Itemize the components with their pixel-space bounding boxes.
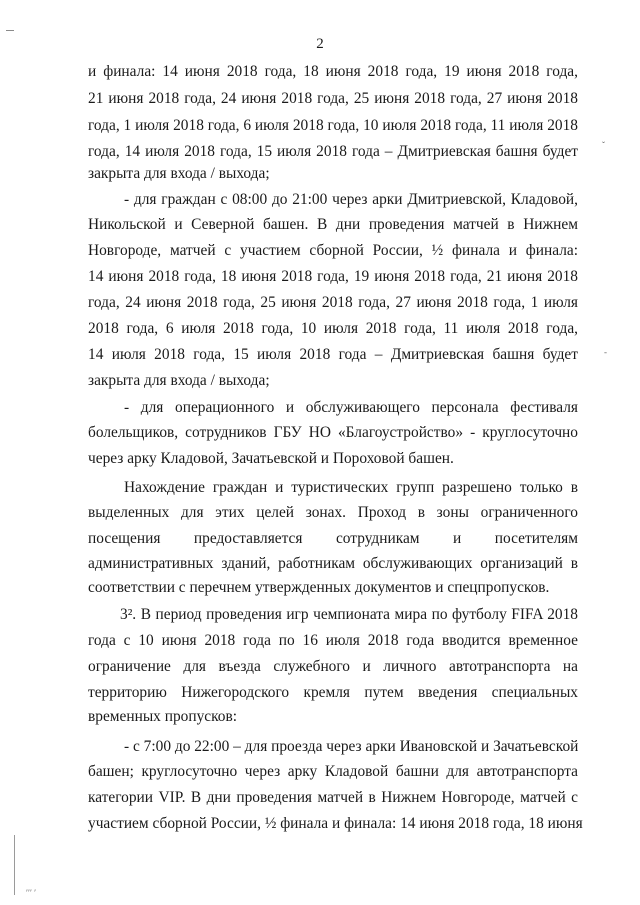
footer-scan-marks: ′′′ ′	[26, 888, 37, 898]
scan-margin-line	[14, 835, 15, 895]
text-line: - для граждан с 08:00 до 21:00 через арки Дмитриевской, Кладовой,	[124, 191, 578, 208]
margin-stamp-mark: -	[604, 347, 607, 357]
text-line: года, 1 июля 2018 года, 6 июля 2018 года, 10 июля 2018 года, 11 июля 2018	[88, 117, 578, 134]
text-line: болельщиков, сотрудников ГБУ НО «Благоустройство» - круглосуточно	[88, 424, 578, 441]
text-line: Нахождение граждан и туристических групп разрешено только в	[124, 479, 578, 496]
text-line: выделенных для этих целей зонах. Проход в зоны ограниченного	[88, 504, 578, 521]
text-line: административных зданий, работникам обслуживающих организаций в	[88, 555, 578, 572]
text-line: участием сборной России, ½ финала и финала: 14 июня 2018 года, 18 июня	[88, 815, 583, 832]
page-number: 2	[316, 36, 324, 52]
text-line: посещения предоставляется сотрудникам и посетителям	[88, 530, 578, 547]
text-line: башен; круглосуточно через арку Кладовой башни для автотранспорта	[88, 763, 578, 780]
text-line: года, 14 июля 2018 года, 15 июля 2018 года – Дмитриевская башня будет	[88, 143, 578, 160]
text-line: 2018 года, 6 июля 2018 года, 10 июля 2018 года, 11 июля 2018 года,	[88, 320, 578, 337]
text-line: 14 июля 2018 года, 15 июля 2018 года – Дмитриевская башня будет	[88, 346, 578, 363]
text-line: закрыта для входа / выхода;	[88, 372, 270, 389]
text-line: 14 июня 2018 года, 18 июня 2018 года, 19 июня 2018 года, 21 июня 2018	[88, 268, 578, 285]
text-line: - для операционного и обслуживающего персонала фестиваля	[124, 399, 578, 416]
text-line: года, 24 июня 2018 года, 25 июня 2018 года, 27 июня 2018 года, 1 июля	[88, 294, 578, 311]
text-line: и финала: 14 июня 2018 года, 18 июня 2018 года, 19 июня 2018 года,	[88, 63, 578, 80]
margin-stamp-mark: ˇ	[602, 140, 605, 150]
text-line: 21 июня 2018 года, 24 июня 2018 года, 25 июня 2018 года, 27 июня 2018	[88, 90, 578, 107]
text-line: ограничение для въезда служебного и личного автотранспорта на	[88, 658, 578, 675]
text-line: категории VIP. В дни проведения матчей в Нижнем Новгороде, матчей с	[88, 789, 578, 806]
text-line: 3². В период проведения игр чемпионата мира по футболу FIFA 2018	[120, 606, 578, 623]
text-line: соответствии с перечнем утвержденных документов и спецпропусков.	[88, 579, 550, 596]
text-line: закрыта для входа / выхода;	[88, 165, 270, 182]
text-line: через арку Кладовой, Зачатьевской и Пороховой башен.	[88, 450, 454, 467]
text-line: территорию Нижегородского кремля путем введения специальных	[88, 684, 578, 701]
text-line: - с 7:00 до 22:00 – для проезда через арки Ивановской и Зачатьевской	[124, 738, 579, 755]
scan-corner-mark	[6, 30, 14, 31]
text-line: Никольской и Северной башен. В дни проведения матчей в Нижнем	[88, 216, 578, 233]
text-line: Новгороде, матчей с участием сборной России, ½ финала и финала:	[88, 242, 578, 259]
text-line: временных пропусков:	[88, 708, 238, 725]
text-line: года с 10 июня 2018 года по 16 июля 2018 года вводится временное	[88, 632, 578, 649]
